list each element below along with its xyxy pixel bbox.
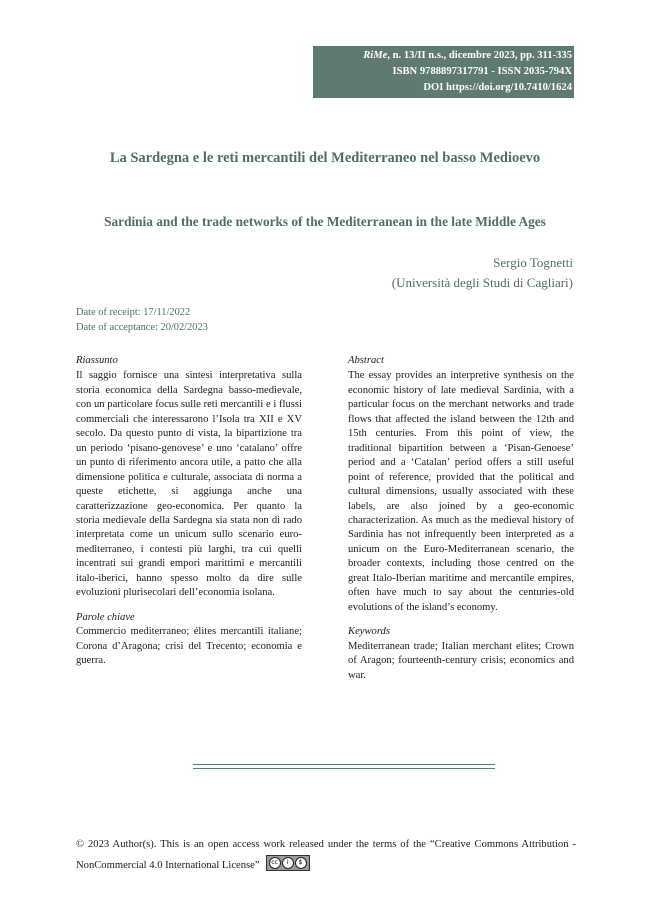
journal-name: RiMe <box>363 50 388 61</box>
isbn-issn: ISBN 9788897317791 - ISSN 2035-794X <box>392 66 572 77</box>
section-divider <box>193 764 495 769</box>
title-italian: La Sardegna e le reti mercantili del Mediterraneo nel basso Medioevo <box>109 150 541 166</box>
abstract-italian-column <box>76 354 302 669</box>
license-text: © 2023 Author(s). This is an open access work released under the terms of the “Creative Commons Attribution - NonCommercial 4.0 International License” <box>76 839 576 871</box>
by-person-icon: i <box>282 857 294 869</box>
journal-issue: , n. 13/II n.s., dicembre 2023, pp. 311-335 <box>387 50 572 61</box>
journal-header <box>313 46 574 98</box>
abstract-text: The essay provides an interpretive synthesis on the economic history of late medieval Sardinia, with a particular focus on the merchant networks and trade flows that affected the island between the 12th and 15th centuries. From this point of view, the traditional bipartition between a ‘Pisan-Genoese’ period and a ‘Catalan’ period offers a still useful point of reference, provided that the political and cultural dimensions, usually associated with these labels, are also joined by a geo-economic characterization. As much as the medieval history of Sardinia has not infrequently been interpreted as a unicum on the Euro-Mediterranean scenario, the broader contexts, including those centred on the great Italo-Iberian maritime and mercantile empires, often have much to say about the centuries-old evolutions of the island’s economy. <box>348 370 574 613</box>
author-affiliation: (Università degli Studi di Cagliari) <box>391 275 573 290</box>
date-acceptance: Date of acceptance: 20/02/2023 <box>76 321 208 333</box>
dates-block <box>76 306 208 335</box>
keywords-label: Keywords <box>348 626 390 638</box>
author-name: Sergio Tognetti <box>493 255 573 270</box>
parole-chiave-text: Commercio mediterraneo; élites mercantili italiane; Corona d’Aragona; crisi del Trecento; economia e guerra. <box>76 626 302 667</box>
abstract-label: Abstract <box>348 355 384 366</box>
author-block <box>392 253 573 293</box>
date-receipt: Date of receipt: 17/11/2022 <box>76 307 191 318</box>
license-footer <box>76 835 576 876</box>
title-english: Sardinia and the trade networks of the Mediterranean in the late Middle Ages <box>104 214 546 229</box>
riassunto-text: Il saggio fornisce una sintesi interpretativa sulla storia economica della Sardegna basso-medievale, con un particolare focus sulle reti mercantili e i flussi commerciali che interessarono l’Isola tra XII e XV secolo. Da questo punto di vista, la bipartizione tra un periodo ‘pisano-genovese’ e uno ‘catalano’ offre un punto di riferimento ancora utile, a patto che alla dimensione politica e culturale, associata di norma a queste etichette, si aggiunga anche una caratterizzazione geo-economica. Per quanto la storia medievale della Sardegna sia stata non di rado interpretata come un unicum sullo scenario euro-mediterraneo, i contesti più larghi, tra cui quelli incentrati sui grandi empori marittimi e mercantili italo-iberici, hanno spesso molto da dire sulle evoluzioni plurisecolari dell’economia isolana. <box>76 370 302 599</box>
cc-circle-icon: cc <box>269 857 281 869</box>
keywords-text: Mediterranean trade; Italian merchant elites; Crown of Aragon; fourteenth-century crisis; economics and war. <box>348 640 574 681</box>
riassunto-label: Riassunto <box>76 355 118 366</box>
cc-by-nc-icon[interactable] <box>266 855 310 871</box>
abstract-english-column <box>348 354 574 683</box>
doi-link[interactable]: DOI https://doi.org/10.7410/1624 <box>423 82 572 93</box>
journal-citation <box>317 48 572 64</box>
nc-dollar-icon: $ <box>295 857 307 869</box>
parole-chiave-label: Parole chiave <box>76 611 135 623</box>
